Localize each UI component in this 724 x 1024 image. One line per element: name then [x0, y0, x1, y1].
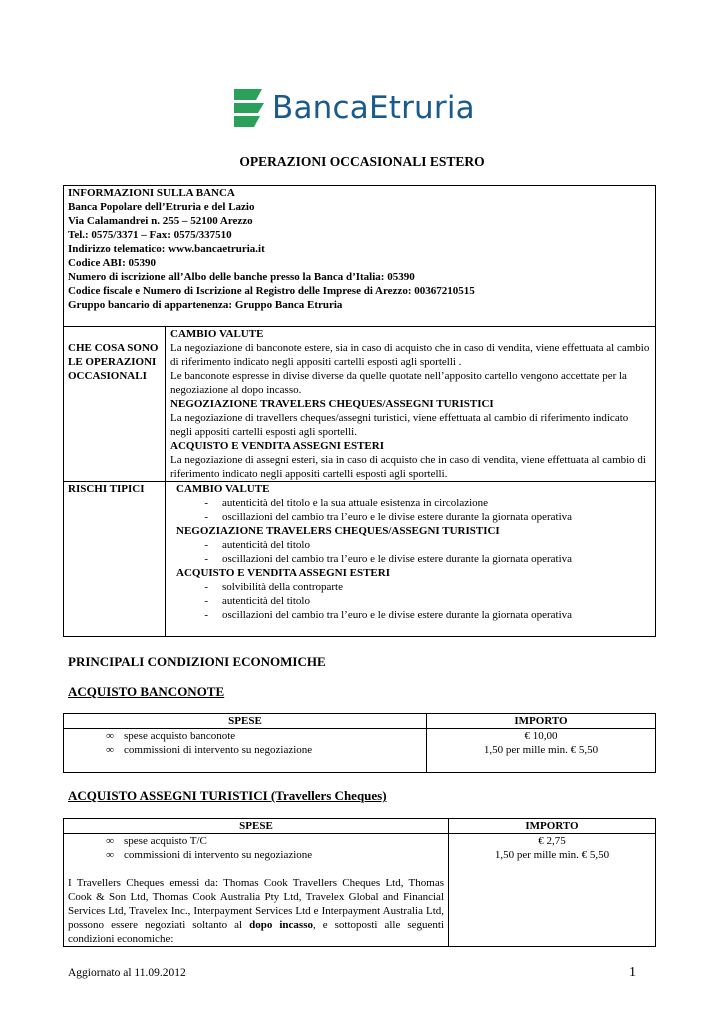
bank-info-line: Via Calamandrei n. 255 – 52100 Arezzo [68, 215, 253, 227]
what-heading: CAMBIO VALUTE [170, 328, 264, 340]
principal-conditions-heading: PRINCIPALI CONDIZIONI ECONOMICHE [68, 654, 326, 669]
importo-cell [449, 834, 656, 947]
col-importo: IMPORTO [449, 819, 656, 834]
col-importo: IMPORTO [427, 714, 656, 729]
list-item: ∞ commissioni di intervento su negoziazione [106, 744, 313, 756]
bank-info-cell [64, 186, 656, 327]
risks-heading: ACQUISTO E VENDITA ASSEGNI ESTERI [176, 567, 390, 579]
bank-logo-text: BancaEtruria [272, 90, 475, 126]
risk-item: - oscillazioni del cambio tra l’euro e le divise estere durante la giornata operativa [204, 511, 573, 523]
risks-content [166, 482, 656, 637]
risk-item: - autenticità del titolo e la sua attuale esistenza in circolazione [204, 497, 489, 509]
what-paragraph: La negoziazione di travellers cheques/assegni turistici, viene effettuata al cambio di riferimento indicato negli appositi cartelli esposti agli sportelli. [170, 412, 629, 438]
spese-cell [64, 729, 427, 773]
page-number: 1 [629, 965, 636, 980]
assegni-note: I Travellers Cheques emessi da: Thomas Cook Travellers Cheques Ltd, Thomas Cook & Son Ltd, Thomas Cook Australia Pty Ltd, Travelex Global and Financial Services Ltd, Travelex Inc., Interpayment Services Ltd e Interpayment Australia Ltd, possono essere negoziati soltanto al dopo incasso, e sottoposti alle seguenti condizioni economiche: [68, 877, 444, 945]
spese-cell [64, 834, 449, 947]
bank-info-line: Indirizzo telematico: www.bancaetruria.it [68, 243, 265, 255]
bank-info-line: Numero di iscrizione all’Albo delle banche presso la Banca d’Italia: 05390 [68, 271, 415, 283]
what-label: CHE COSA SONO LE OPERAZIONI OCCASIONALI [64, 327, 166, 482]
what-paragraph: La negoziazione di assegni esteri, sia in caso di acquisto che in caso di vendita, viene effettuata al cambio di riferimento indicato negli appositi cartelli esposti agli sportelli. [170, 454, 646, 480]
bank-info-header: INFORMAZIONI SULLA BANCA [68, 187, 235, 199]
assegni-heading: ACQUISTO ASSEGNI TURISTICI (Travellers Cheques) [68, 788, 387, 803]
amount: 1,50 per mille min. € 5,50 [483, 744, 599, 756]
list-item: ∞ commissioni di intervento su negoziazione [106, 849, 313, 861]
what-heading: NEGOZIAZIONE TRAVELERS CHEQUES/ASSEGNI TURISTICI [170, 398, 494, 410]
risk-item: - autenticità del titolo [204, 539, 310, 551]
bank-info-line: Codice fiscale e Numero di Iscrizione al Registro delle Imprese di Arezzo: 00367210515 [68, 285, 475, 297]
bank-logo [230, 84, 510, 132]
assegni-table [63, 818, 656, 947]
list-item: ∞ spese acquisto T/C [106, 835, 207, 847]
bank-info-table [63, 185, 656, 637]
bank-logo-mark-icon [230, 86, 270, 130]
footer-updated: Aggiornato al 11.09.2012 [68, 967, 186, 979]
importo-cell [427, 729, 656, 773]
amount: € 10,00 [524, 730, 558, 742]
what-paragraph: La negoziazione di banconote estere, sia in caso di acquisto che in caso di vendita, viene effettuata al cambio di riferimento indicato negli appositi cartelli esposti agli sportelli . [170, 342, 650, 368]
risk-item: - solvibilità della controparte [204, 581, 343, 593]
bank-info-line: Tel.: 0575/3371 – Fax: 0575/337510 [68, 229, 232, 241]
page-title: OPERAZIONI OCCASIONALI ESTERO [239, 154, 485, 169]
amount: 1,50 per mille min. € 5,50 [494, 849, 610, 861]
banconote-table [63, 713, 656, 773]
what-heading: ACQUISTO E VENDITA ASSEGNI ESTERI [170, 440, 384, 452]
bank-info-line: Gruppo bancario di appartenenza: Gruppo Banca Etruria [68, 299, 343, 311]
col-spese: SPESE [64, 714, 427, 729]
amount: € 2,75 [538, 835, 566, 847]
what-paragraph: Le banconote espresse in divise diverse da quelle quotate nell’apposito cartello vengono accettate per la negoziazione al dopo incasso. [170, 370, 627, 396]
list-item: ∞ spese acquisto banconote [106, 730, 236, 742]
risks-heading: CAMBIO VALUTE [176, 483, 270, 495]
col-spese: SPESE [64, 819, 449, 834]
risks-heading: NEGOZIAZIONE TRAVELERS CHEQUES/ASSEGNI TURISTICI [176, 525, 500, 537]
risks-label: RISCHI TIPICI [64, 482, 166, 637]
risk-item: - autenticità del titolo [204, 595, 310, 607]
banconote-heading: ACQUISTO BANCONOTE [68, 684, 225, 699]
risk-item: - oscillazioni del cambio tra l’euro e le divise estere durante la giornata operativa [204, 609, 573, 621]
what-content [166, 327, 656, 482]
risk-item: - oscillazioni del cambio tra l’euro e le divise estere durante la giornata operativa [204, 553, 573, 565]
bank-info-line: Codice ABI: 05390 [68, 257, 156, 269]
bank-info-line: Banca Popolare dell’Etruria e del Lazio [68, 201, 255, 213]
